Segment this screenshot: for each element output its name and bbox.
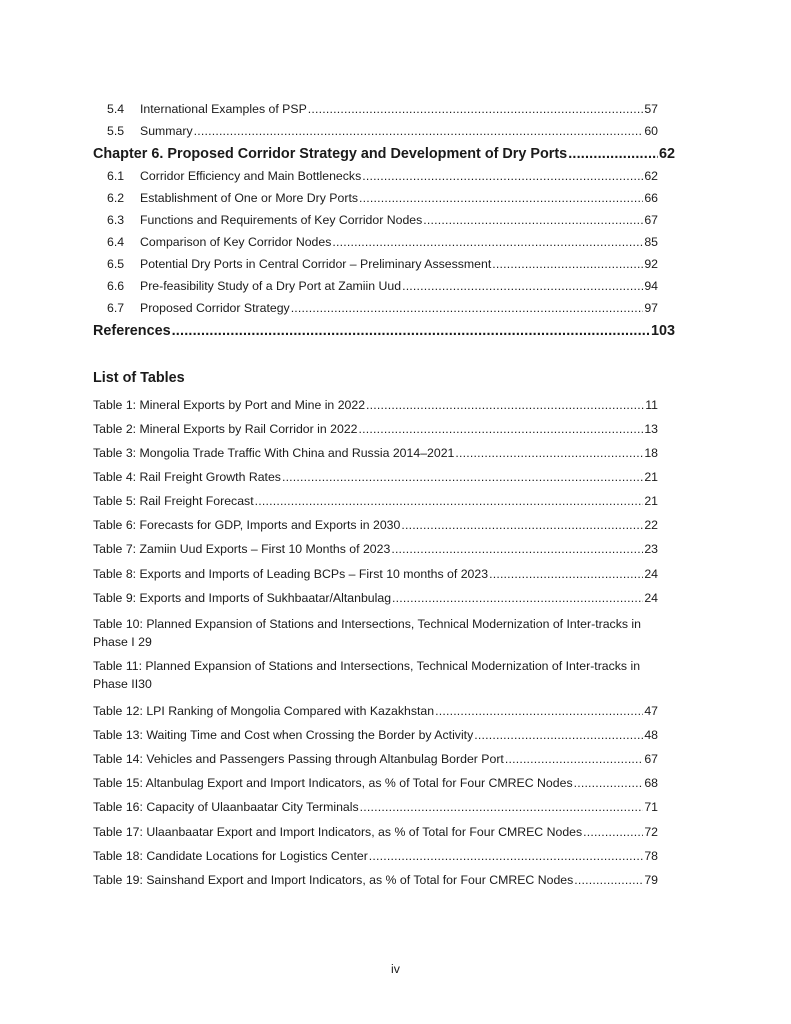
toc-entry-chapter-6[interactable] [93, 146, 675, 163]
dot-leader [172, 323, 650, 340]
dot-leader [455, 446, 643, 461]
dot-leader [369, 849, 644, 864]
toc-number: 6.4 [107, 235, 125, 249]
toc-title: Comparison of Key Corridor Nodes [140, 235, 332, 249]
toc-page-number: 66 [644, 191, 658, 205]
toc-title: Proposed Corridor Strategy [140, 301, 290, 315]
table-entry-12[interactable] [93, 704, 658, 719]
table-entry-17[interactable] [93, 825, 658, 840]
table-entry-11[interactable] [93, 657, 673, 693]
toc-entry-references[interactable] [93, 323, 675, 340]
table-page-number: 22 [644, 518, 658, 532]
table-page-number: 72 [644, 825, 658, 839]
table-page-number: 23 [644, 542, 658, 556]
table-title: Table 5: Rail Freight Forecast [93, 494, 254, 508]
toc-title: Establishment of One or More Dry Ports [140, 191, 359, 205]
dot-leader [255, 494, 644, 509]
table-title: Table 9: Exports and Imports of Sukhbaatar/Altanbulag [93, 591, 392, 605]
toc-number: 5.4 [107, 102, 125, 116]
toc-entry-6-2[interactable] [107, 191, 658, 206]
table-page-number: 21 [644, 470, 658, 484]
toc-entry-6-1[interactable] [107, 169, 658, 184]
toc-title: Summary [140, 124, 193, 138]
table-entry-18[interactable] [93, 849, 658, 864]
table-entry-2[interactable] [93, 422, 658, 437]
dot-leader [360, 800, 644, 815]
toc-number: 5.5 [107, 124, 125, 138]
toc-title: International Examples of PSP [140, 102, 307, 116]
list-of-tables-heading: List of Tables [93, 370, 185, 386]
toc-number: 6.5 [107, 257, 125, 271]
table-title: Table 6: Forecasts for GDP, Imports and Exports in 2030 [93, 518, 401, 532]
table-title-line: Table 11: Planned Expansion of Stations and Intersections, Technical Modernization of Inter-tracks in [93, 659, 641, 673]
toc-number: 6.7 [107, 301, 125, 315]
dot-leader [583, 825, 643, 840]
toc-page-number: 85 [644, 235, 658, 249]
dot-leader [574, 776, 644, 791]
toc-page-number: 94 [644, 279, 658, 293]
table-entry-14[interactable] [93, 752, 658, 767]
table-title: Table 16: Capacity of Ulaanbaatar City Terminals [93, 800, 359, 814]
table-title: Table 8: Exports and Imports of Leading BCPs – First 10 months of 2023 [93, 567, 489, 581]
table-page-number: 47 [644, 704, 658, 718]
dot-leader [401, 518, 643, 533]
toc-number: 6.6 [107, 279, 125, 293]
dot-leader [391, 542, 643, 557]
table-entry-7[interactable] [93, 542, 658, 557]
table-entry-15[interactable] [93, 776, 658, 791]
table-title: Table 13: Waiting Time and Cost when Crossing the Border by Activity [93, 728, 474, 742]
table-entry-5[interactable] [93, 494, 658, 509]
table-entry-19[interactable] [93, 873, 658, 888]
table-entry-3[interactable] [93, 446, 658, 461]
toc-entry-6-5[interactable] [107, 257, 658, 272]
toc-page-number: 67 [644, 213, 658, 227]
dot-leader [291, 301, 644, 316]
toc-page-number: 92 [644, 257, 658, 271]
toc-entry-6-4[interactable] [107, 235, 658, 250]
page-number-footer: iv [391, 962, 400, 976]
table-page-number: 18 [644, 446, 658, 460]
table-page-number: 24 [644, 567, 658, 581]
table-title: Table 7: Zamiin Uud Exports – First 10 Months of 2023 [93, 542, 391, 556]
toc-title: Potential Dry Ports in Central Corridor – Preliminary Assessment [140, 257, 492, 271]
toc-page-number: 60 [644, 124, 658, 138]
dot-leader [308, 102, 644, 117]
dot-leader [282, 470, 643, 485]
dot-leader [402, 279, 643, 294]
table-title: Table 15: Altanbulag Export and Import Indicators, as % of Total for Four CMREC Nodes [93, 776, 573, 790]
toc-number: 6.3 [107, 213, 125, 227]
table-page-number: 13 [644, 422, 658, 436]
dot-leader [423, 213, 643, 228]
table-page-number: 67 [644, 752, 658, 766]
toc-page-number: 62 [644, 169, 658, 183]
table-entry-9[interactable] [93, 591, 658, 606]
toc-title: Pre-feasibility Study of a Dry Port at Zamiin Uud [140, 279, 402, 293]
dot-leader [359, 191, 643, 206]
table-page-number: 48 [644, 728, 658, 742]
dot-leader [362, 169, 643, 184]
toc-entry-6-3[interactable] [107, 213, 658, 228]
dot-leader [392, 591, 643, 606]
table-title: Table 18: Candidate Locations for Logistics Center [93, 849, 368, 863]
table-entry-10[interactable] [93, 615, 673, 651]
toc-number: 6.2 [107, 191, 125, 205]
table-title-line: Phase II30 [93, 677, 152, 691]
toc-title: Chapter 6. Proposed Corridor Strategy and Development of Dry Ports [93, 146, 568, 162]
dot-leader [492, 257, 643, 272]
dot-leader [574, 873, 643, 888]
table-page-number: 78 [644, 849, 658, 863]
toc-entry-6-7[interactable] [107, 301, 658, 316]
toc-title: References [93, 323, 171, 339]
table-title: Table 19: Sainshand Export and Import Indicators, as % of Total for Four CMREC Nodes [93, 873, 574, 887]
table-entry-16[interactable] [93, 800, 658, 815]
toc-page-number: 103 [650, 323, 675, 339]
table-entry-13[interactable] [93, 728, 658, 743]
dot-leader [568, 146, 658, 163]
table-entry-8[interactable] [93, 567, 658, 582]
table-entry-4[interactable] [93, 470, 658, 485]
table-page-number: 24 [644, 591, 658, 605]
toc-title: Functions and Requirements of Key Corridor Nodes [140, 213, 423, 227]
dot-leader [435, 704, 643, 719]
toc-page-number: 62 [658, 146, 675, 162]
toc-entry-6-6[interactable] [107, 279, 658, 294]
table-title-line: Phase I 29 [93, 635, 152, 649]
table-entry-6[interactable] [93, 518, 658, 533]
dot-leader [194, 124, 644, 139]
table-entry-1[interactable] [93, 398, 658, 413]
dot-leader [489, 567, 643, 582]
dot-leader [505, 752, 643, 767]
dot-leader [366, 398, 644, 413]
toc-entry-5-5[interactable] [107, 124, 658, 139]
table-title: Table 4: Rail Freight Growth Rates [93, 470, 281, 484]
table-title: Table 3: Mongolia Trade Traffic With China and Russia 2014–2021 [93, 446, 455, 460]
toc-page-number: 57 [644, 102, 658, 116]
table-page-number: 68 [644, 776, 658, 790]
table-title: Table 12: LPI Ranking of Mongolia Compared with Kazakhstan [93, 704, 435, 718]
table-page-number: 79 [644, 873, 658, 887]
table-title-line: Table 10: Planned Expansion of Stations and Intersections, Technical Modernization of Inter-tracks in [93, 617, 641, 631]
toc-page-number: 97 [644, 301, 658, 315]
table-page-number: 11 [645, 398, 658, 412]
dot-leader [332, 235, 643, 250]
table-title: Table 17: Ulaanbaatar Export and Import Indicators, as % of Total for Four CMREC Nodes [93, 825, 583, 839]
toc-title: Corridor Efficiency and Main Bottlenecks [140, 169, 362, 183]
toc-entry-5-4[interactable] [107, 102, 658, 117]
table-page-number: 71 [644, 800, 658, 814]
table-title: Table 2: Mineral Exports by Rail Corridor in 2022 [93, 422, 358, 436]
toc-number: 6.1 [107, 169, 125, 183]
table-title: Table 14: Vehicles and Passengers Passing through Altanbulag Border Port [93, 752, 504, 766]
dot-leader [359, 422, 644, 437]
table-title: Table 1: Mineral Exports by Port and Mine in 2022 [93, 398, 366, 412]
dot-leader [474, 728, 643, 743]
table-page-number: 21 [644, 494, 658, 508]
